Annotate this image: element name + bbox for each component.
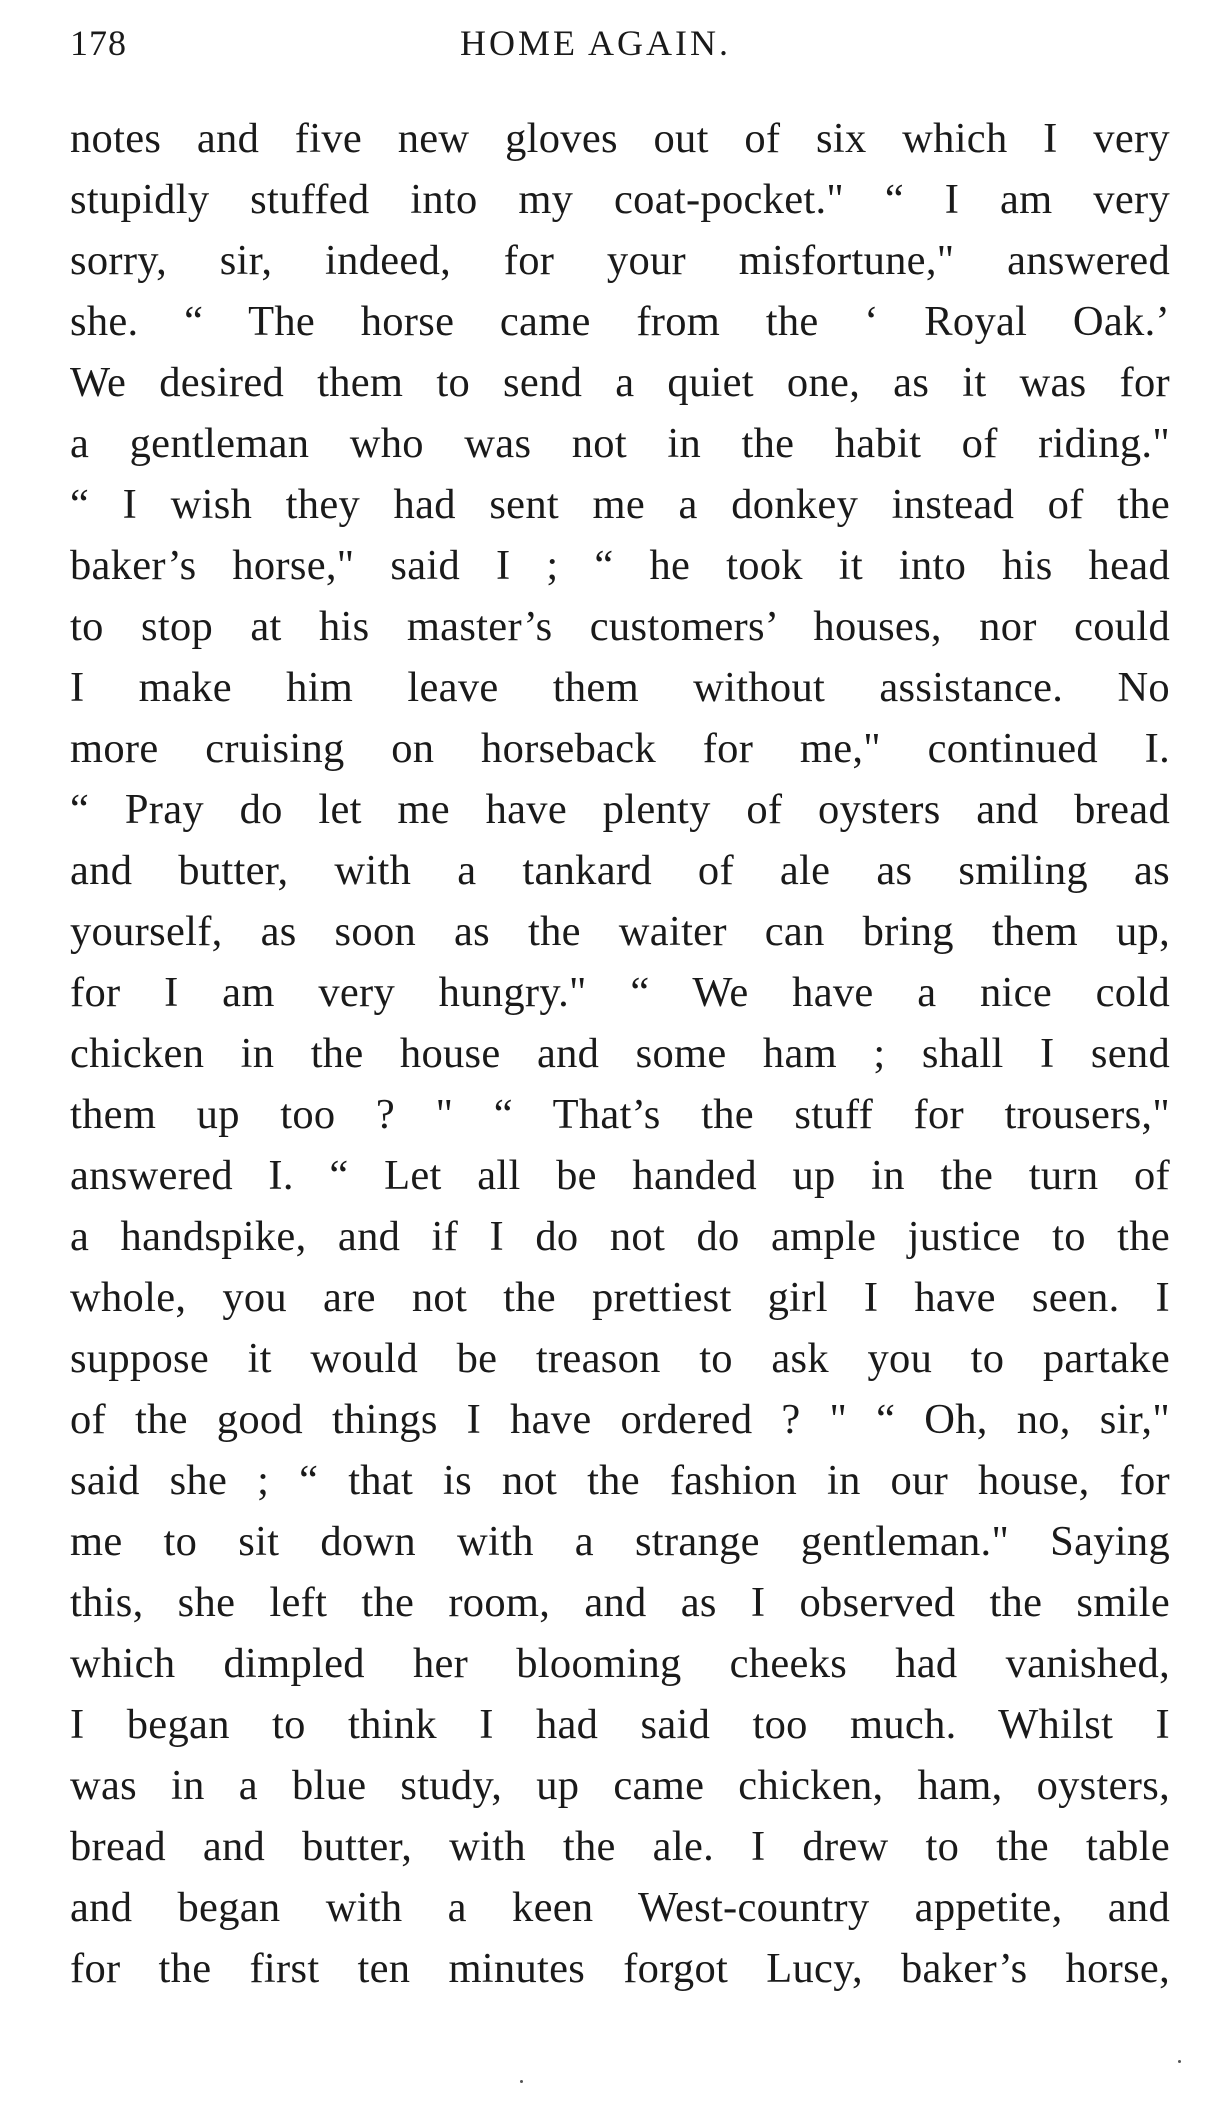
- body-text: [70, 108, 1170, 1999]
- page-header: [70, 22, 1170, 72]
- text-line: yourself, as soon as the waiter can bring them up,: [70, 908, 1170, 955]
- text-line: I make him leave them without assistance. No: [70, 664, 1170, 711]
- text-line: We desired them to send a quiet one, as it was for: [70, 359, 1170, 406]
- text-line: a handspike, and if I do not do ample justice to the: [70, 1213, 1170, 1260]
- text-line: baker’s horse," said I ; “ he took it into his head: [70, 542, 1170, 589]
- text-line: sorry, sir, indeed, for your misfortune," answered: [70, 237, 1170, 284]
- text-line: said she ; “ that is not the fashion in our house, for: [70, 1457, 1170, 1504]
- text-line: notes and five new gloves out of six which I very: [70, 115, 1170, 162]
- text-line: and began with a keen West-country appetite, and: [70, 1884, 1170, 1931]
- text-line: this, she left the room, and as I observed the smile: [70, 1579, 1170, 1626]
- text-line: them up too ? " “ That’s the stuff for trousers,": [70, 1091, 1170, 1138]
- text-line: stupidly stuffed into my coat-pocket." “ I am very: [70, 176, 1170, 223]
- print-speck: [520, 2080, 523, 2083]
- text-line: which dimpled her blooming cheeks had vanished,: [70, 1640, 1170, 1687]
- text-line: more cruising on horseback for me," continued I.: [70, 725, 1170, 772]
- text-line: “ I wish they had sent me a donkey instead of the: [70, 481, 1170, 528]
- text-line: whole, you are not the prettiest girl I have seen. I: [70, 1274, 1170, 1321]
- text-line: answered I. “ Let all be handed up in the turn of: [70, 1152, 1170, 1199]
- text-line: she. “ The horse came from the ‘ Royal Oak.’: [70, 298, 1170, 345]
- text-line: and butter, with a tankard of ale as smiling as: [70, 847, 1170, 894]
- text-line: was in a blue study, up came chicken, ham, oysters,: [70, 1762, 1170, 1809]
- text-line: “ Pray do let me have plenty of oysters and bread: [70, 786, 1170, 833]
- text-line: I began to think I had said too much. Whilst I: [70, 1701, 1170, 1748]
- page-number: 178: [70, 23, 127, 63]
- text-line: a gentleman who was not in the habit of riding.": [70, 420, 1170, 467]
- text-line: for I am very hungry." “ We have a nice cold: [70, 969, 1170, 1016]
- text-line: of the good things I have ordered ? " “ Oh, no, sir,": [70, 1396, 1170, 1443]
- text-line: bread and butter, with the ale. I drew to the table: [70, 1823, 1170, 1870]
- text-line: for the first ten minutes forgot Lucy, baker’s horse,: [70, 1945, 1170, 1992]
- text-line: to stop at his master’s customers’ houses, nor could: [70, 603, 1170, 650]
- text-line: chicken in the house and some ham ; shall I send: [70, 1030, 1170, 1077]
- text-line: me to sit down with a strange gentleman." Saying: [70, 1518, 1170, 1565]
- text-line: suppose it would be treason to ask you to partake: [70, 1335, 1170, 1382]
- running-title: HOME AGAIN.: [460, 23, 731, 63]
- print-speck: [1178, 2060, 1181, 2063]
